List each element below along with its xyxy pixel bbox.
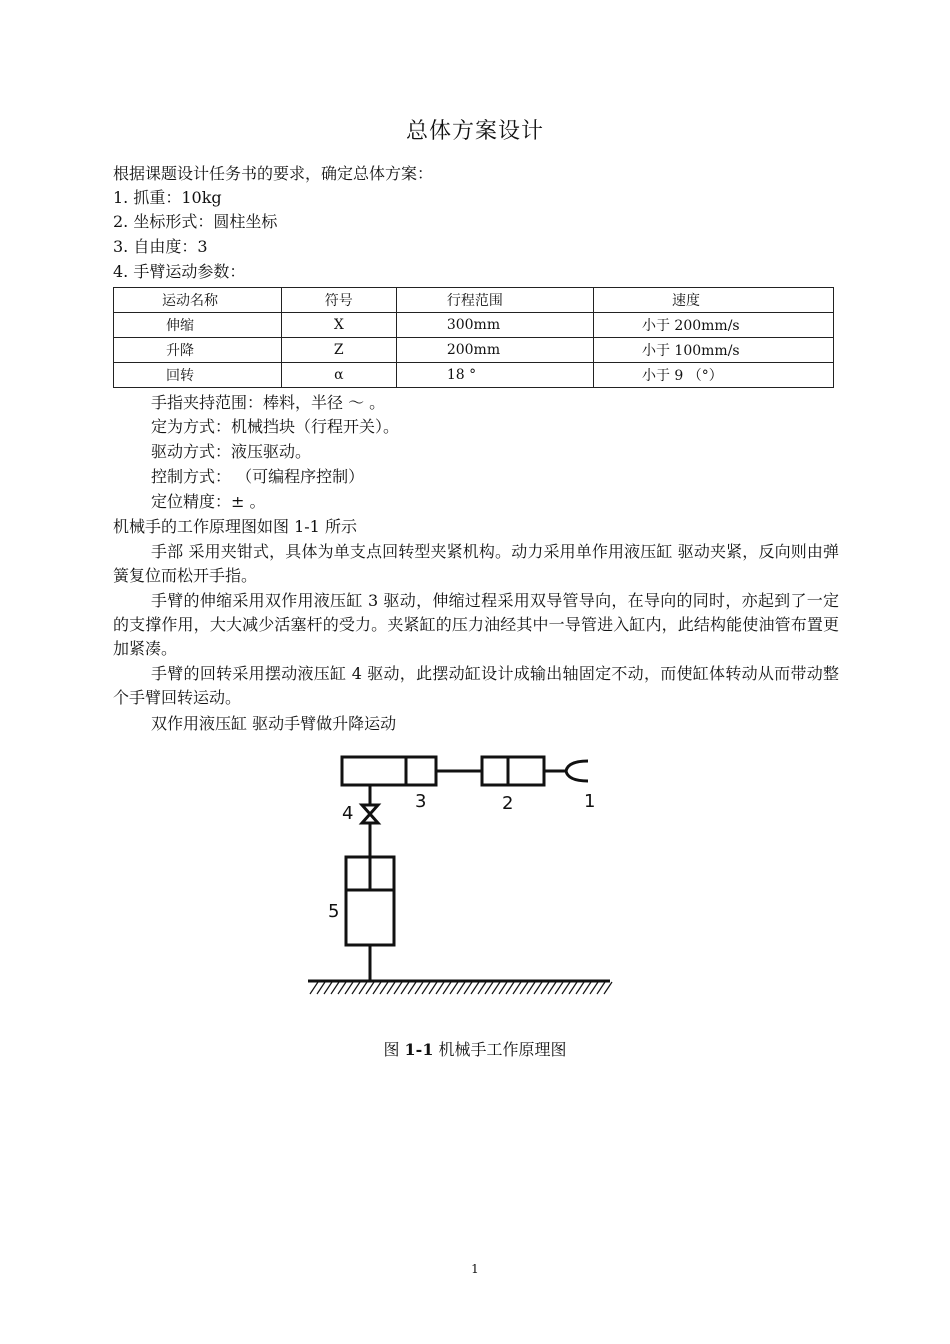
diagram-label-4: 4 bbox=[342, 803, 354, 824]
spec-line: 定为方式：机械挡块（行程开关）。 bbox=[151, 417, 400, 436]
table-cell: 200mm bbox=[396, 338, 593, 363]
paragraph: 手臂的回转采用摆动液压缸 4 驱动，此摆动缸设计成输出轴固定不动，而使缸体转动从而带动整个手臂回转运动。 bbox=[113, 664, 839, 707]
table-cell: 小于 200mm/s bbox=[593, 313, 833, 338]
paragraph: 手部 采用夹钳式，具体为单支点回转型夹紧机构。动力采用单作用液压缸 驱动夹紧，反向则由弹簧复位而松开手指。 bbox=[113, 542, 839, 585]
principle-intro: 机械手的工作原理图如图 1-1 所示 bbox=[113, 517, 357, 536]
spec-line: 手指夹持范围：棒料，半径 ～ 。 bbox=[151, 393, 386, 412]
table-row bbox=[114, 363, 834, 388]
diagram-label-5: 5 bbox=[328, 901, 340, 922]
spec-line: 驱动方式：液压驱动。 bbox=[151, 442, 312, 461]
table-header-cell: 行程范围 bbox=[396, 288, 593, 313]
diagram-label-1: 1 bbox=[584, 791, 596, 812]
page-number: 1 bbox=[471, 1262, 479, 1276]
ground-hatching bbox=[310, 982, 612, 994]
cylinder-2 bbox=[482, 757, 544, 785]
motion-parameters-table bbox=[113, 287, 834, 388]
table-header-cell: 运动名称 bbox=[114, 288, 282, 313]
table-header-cell: 符号 bbox=[281, 288, 396, 313]
cylinder-3 bbox=[342, 757, 436, 785]
table-cell: 回转 bbox=[114, 363, 282, 388]
caption-number: 1-1 bbox=[404, 1040, 434, 1059]
list-item: 3. 自由度：3 bbox=[113, 237, 208, 256]
table-header-cell: 速度 bbox=[593, 288, 833, 313]
paragraph: 双作用液压缸 驱动手臂做升降运动 bbox=[151, 714, 397, 733]
rotary-actuator-4 bbox=[362, 805, 378, 823]
paragraph: 手臂的伸缩采用双作用液压缸 3 驱动，伸缩过程采用双导管导向，在导向的同时，亦起到了一定的支撑作用，大大减少活塞杆的受力。夹紧缸的压力油经其中一导管进入缸内，此结构能使油管布置更加紧凑。 bbox=[113, 591, 839, 658]
list-item: 2. 坐标形式：圆柱坐标 bbox=[113, 212, 278, 231]
caption-text: 机械手工作原理图 bbox=[433, 1040, 567, 1059]
list-item: 1. 抓重：10kg bbox=[113, 188, 222, 207]
diagram-label-3: 3 bbox=[415, 791, 427, 812]
table-cell: 小于 9 （°） bbox=[593, 363, 833, 388]
table-cell: X bbox=[281, 313, 396, 338]
page-title: 总体方案设计 bbox=[405, 119, 544, 144]
figure-caption bbox=[0, 1037, 950, 1060]
table-row bbox=[114, 313, 834, 338]
table-cell: 小于 100mm/s bbox=[593, 338, 833, 363]
spec-line: 定位精度：± 。 bbox=[151, 492, 266, 511]
table-cell: 300mm bbox=[396, 313, 593, 338]
caption-prefix: 图 bbox=[383, 1040, 405, 1059]
table-cell: 18 ° bbox=[396, 363, 593, 388]
table-cell: 伸缩 bbox=[114, 313, 282, 338]
table-header-row bbox=[114, 288, 834, 313]
list-item: 4. 手臂运动参数： bbox=[113, 262, 246, 281]
diagram-label-2: 2 bbox=[502, 793, 514, 814]
table-cell: 升降 bbox=[114, 338, 282, 363]
intro-text: 根据课题设计任务书的要求，确定总体方案： bbox=[113, 164, 434, 183]
spec-line: 控制方式： （可编程序控制） bbox=[151, 467, 365, 486]
table-cell: α bbox=[281, 363, 396, 388]
table-row bbox=[114, 338, 834, 363]
gripper-1 bbox=[566, 761, 588, 781]
manipulator-schematic-diagram bbox=[300, 745, 620, 995]
table-cell: Z bbox=[281, 338, 396, 363]
